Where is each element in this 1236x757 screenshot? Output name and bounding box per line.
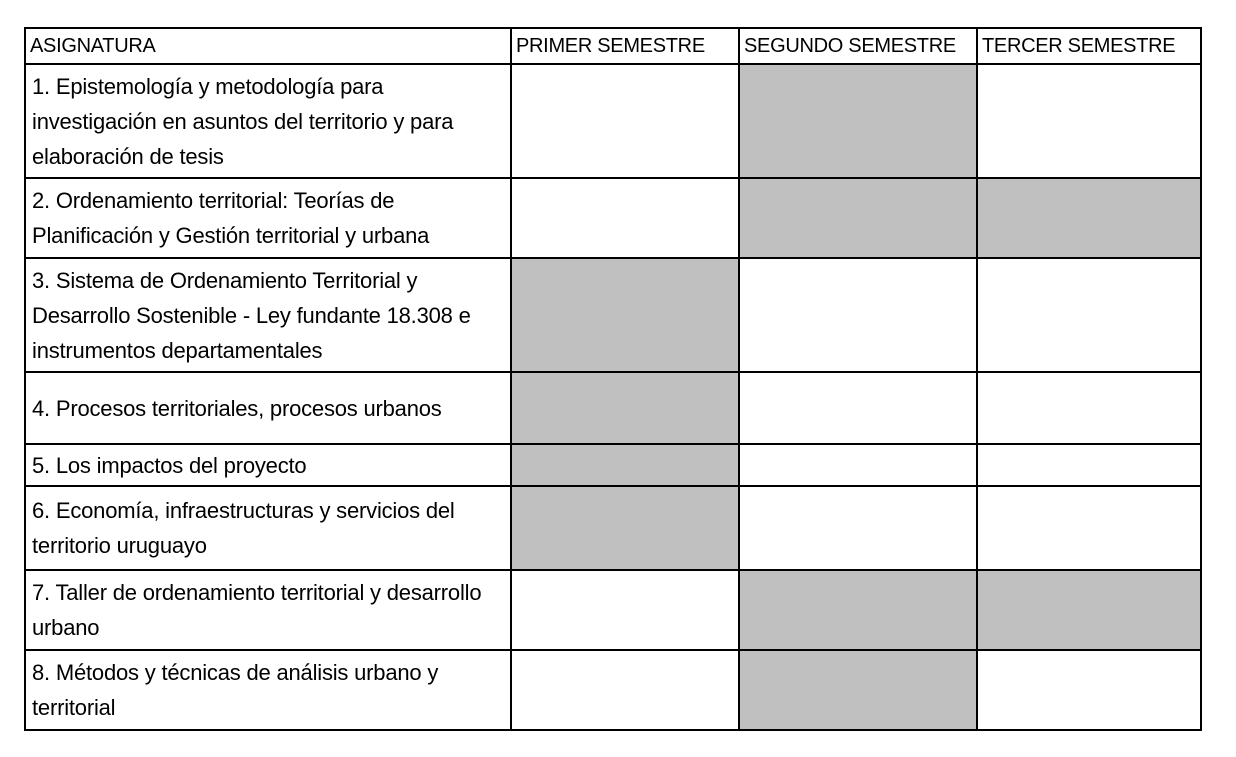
semester-3-cell xyxy=(977,486,1201,570)
semester-3-cell xyxy=(977,258,1201,372)
semester-1-cell xyxy=(511,64,739,178)
semester-2-cell xyxy=(739,486,977,570)
semester-2-cell xyxy=(739,650,977,730)
table-row xyxy=(25,258,1201,372)
semester-1-cell xyxy=(511,650,739,730)
course-schedule-table xyxy=(24,27,1202,731)
table-row xyxy=(25,444,1201,486)
semester-1-cell xyxy=(511,258,739,372)
subject-cell: 3. Sistema de Ordenamiento Territorial y Desarrollo Sostenible - Ley fundante 18.308 e instrumentos departamentales xyxy=(25,258,511,372)
semester-2-cell xyxy=(739,444,977,486)
table-row xyxy=(25,372,1201,444)
semester-1-cell xyxy=(511,444,739,486)
table-row xyxy=(25,486,1201,570)
semester-1-cell xyxy=(511,570,739,650)
semester-3-cell xyxy=(977,178,1201,258)
semester-2-cell xyxy=(739,64,977,178)
subject-cell: 5. Los impactos del proyecto xyxy=(25,444,511,486)
semester-3-cell xyxy=(977,444,1201,486)
table-row xyxy=(25,570,1201,650)
semester-2-cell xyxy=(739,372,977,444)
semester-3-cell xyxy=(977,64,1201,178)
subject-cell: 4. Procesos territoriales, procesos urbanos xyxy=(25,372,511,444)
header-second-semester: SEGUNDO SEMESTRE xyxy=(739,28,977,64)
header-subject: ASIGNATURA xyxy=(25,28,511,64)
semester-3-cell xyxy=(977,372,1201,444)
semester-1-cell xyxy=(511,372,739,444)
table-row xyxy=(25,650,1201,730)
semester-1-cell xyxy=(511,178,739,258)
semester-1-cell xyxy=(511,486,739,570)
semester-3-cell xyxy=(977,650,1201,730)
header-row xyxy=(25,28,1201,64)
semester-2-cell xyxy=(739,178,977,258)
table-row xyxy=(25,178,1201,258)
schedule-body xyxy=(25,64,1201,730)
header-first-semester: PRIMER SEMESTRE xyxy=(511,28,739,64)
subject-cell: 2. Ordenamiento territorial: Teorías de Planificación y Gestión territorial y urbana xyxy=(25,178,511,258)
semester-2-cell xyxy=(739,570,977,650)
subject-cell: 8. Métodos y técnicas de análisis urbano y territorial xyxy=(25,650,511,730)
subject-cell: 7. Taller de ordenamiento territorial y desarrollo urbano xyxy=(25,570,511,650)
subject-cell: 6. Economía, infraestructuras y servicios del territorio uruguayo xyxy=(25,486,511,570)
header-third-semester: TERCER SEMESTRE xyxy=(977,28,1201,64)
table-row xyxy=(25,64,1201,178)
semester-2-cell xyxy=(739,258,977,372)
semester-3-cell xyxy=(977,570,1201,650)
subject-cell: 1. Epistemología y metodología para investigación en asuntos del territorio y para elaboración de tesis xyxy=(25,64,511,178)
